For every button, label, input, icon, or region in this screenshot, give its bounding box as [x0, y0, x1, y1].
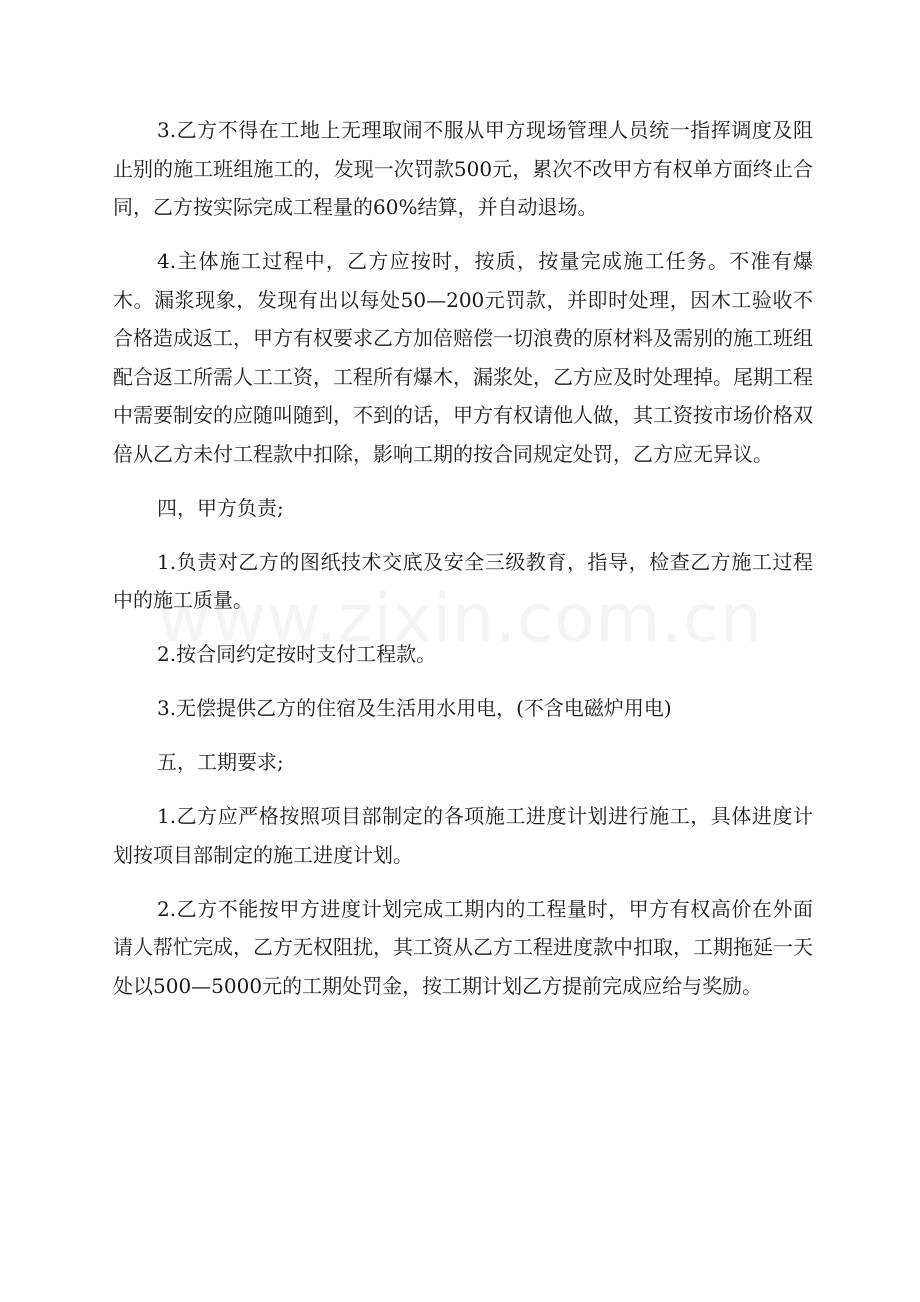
party-a-clause-3-paragraph: 3.无偿提供乙方的住宿及生活用水用电，(不含电磁炉用电): [157, 696, 672, 720]
section-4-heading: 四，甲方负责;: [157, 495, 284, 520]
schedule-clause-2-paragraph: 2.乙方不能按甲方进度计划完成工期内的工程量时，甲方有权高价在外面请人帮忙完成，乙方无权阻扰，其工资从乙方工程进度款中扣取，工期拖延一天处以500—5000元的工期处罚金，按工期计划乙方提前完成应给与奖励。: [113, 896, 813, 998]
clause-4-paragraph: 4.主体施工过程中，乙方应按时，按质，按量完成施工任务。不准有爆木。漏浆现象，发现有出以每处50—200元罚款，并即时处理，因木工验收不合格造成返工，甲方有权要求乙方加倍赔偿一切浪费的原材料及需别的施工班组配合返工所需人工工资，工程所有爆木，漏浆处，乙方应及时处理掉。尾期工程中需要制安的应随叫随到，不到的话，甲方有权请他人做，其工资按市场价格双倍从乙方未付工程款中扣除，影响工期的按合同规定处罚，乙方应无异议。: [113, 249, 813, 466]
party-a-clause-2-paragraph: 2.按合同约定按时支付工程款。: [157, 642, 437, 666]
clause-3-paragraph: 3.乙方不得在工地上无理取闹不服从甲方现场管理人员统一指挥调度及阻止别的施工班组施工的，发现一次罚款500元，累次不改甲方有权单方面终止合同，乙方按实际完成工程量的60%结算，并自动退场。: [113, 118, 813, 219]
party-a-clause-1-paragraph: 1.负责对乙方的图纸技术交底及安全三级教育，指导，检查乙方施工过程中的施工质量。: [113, 549, 813, 612]
document-body: [113, 111, 813, 1021]
section-5-heading: 五，工期要求;: [157, 750, 284, 774]
schedule-clause-1-paragraph: 1.乙方应严格按照项目部制定的各项施工进度计划进行施工，具体进度计划按项目部制定的施工进度计划。: [113, 804, 813, 867]
